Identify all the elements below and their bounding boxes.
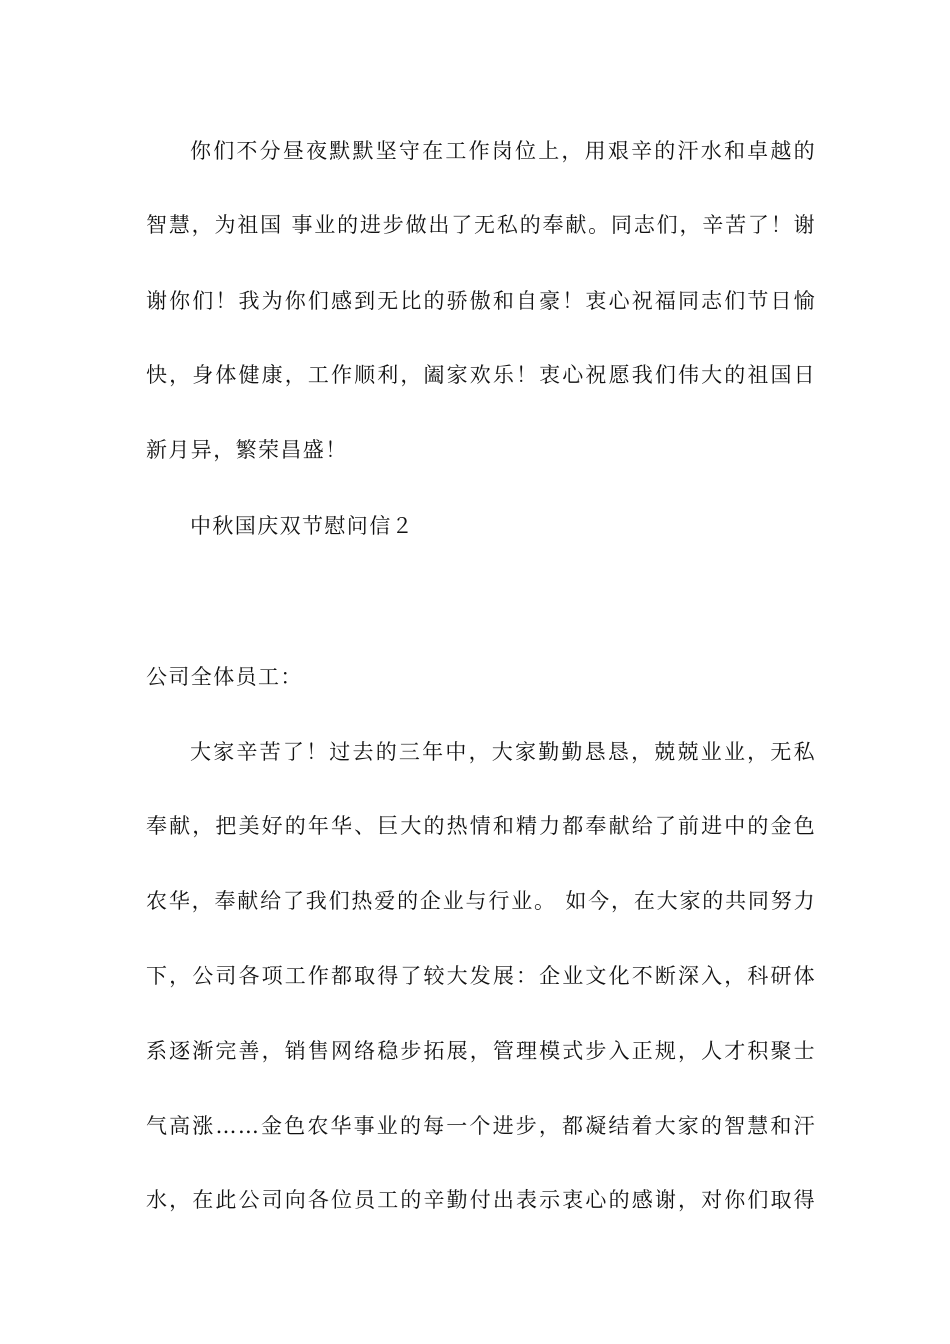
paragraph-1-line-3: 谢你们！我为你们感到无比的骄傲和自豪！衷心祝福同志们节日愉	[146, 289, 816, 313]
paragraph-2-line-5: 系逐渐完善，销售网络稳步拓展，管理模式步入正规，人才积聚士	[146, 1039, 816, 1063]
paragraph-2-line-1: 大家辛苦了！过去的三年中，大家勤勤恳恳，兢兢业业，无私	[190, 740, 816, 764]
paragraph-2-line-2: 奉献，把美好的年华、巨大的热情和精力都奉献给了前进中的金色	[146, 814, 816, 838]
paragraph-2-line-4: 下，公司各项工作都取得了较大发展：企业文化不断深入，科研体	[146, 964, 816, 988]
salutation: 公司全体员工：	[146, 665, 303, 689]
paragraph-1-line-2: 智慧，为祖国 事业的进步做出了无私的奉献。同志们，辛苦了！谢	[146, 213, 816, 237]
section-heading: 中秋国庆双节慰问信２	[190, 514, 414, 538]
paragraph-2-line-7: 水，在此公司向各位员工的辛勤付出表示衷心的感谢，对你们取得	[146, 1188, 816, 1212]
paragraph-1-line-4: 快，身体健康，工作顺利，阖家欢乐！衷心祝愿我们伟大的祖国日	[146, 363, 816, 387]
paragraph-1-line-1: 你们不分昼夜默默坚守在工作岗位上，用艰辛的汗水和卓越的	[190, 139, 816, 163]
paragraph-2-line-3: 农华，奉献给了我们热爱的企业与行业。 如今，在大家的共同努力	[146, 889, 816, 913]
paragraph-1-line-5: 新月异，繁荣昌盛！	[146, 438, 348, 462]
paragraph-2-line-6: 气高涨……金色农华事业的每一个进步，都凝结着大家的智慧和汗	[146, 1114, 816, 1138]
